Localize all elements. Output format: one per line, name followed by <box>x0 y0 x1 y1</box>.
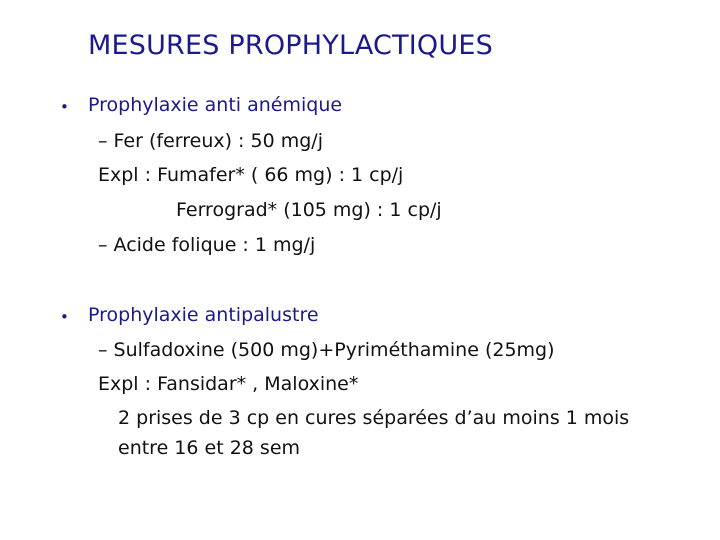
list-item: – Sulfadoxine (500 mg)+Pyriméthamine (25mg) <box>98 339 555 361</box>
list-item: Expl : Fumafer* ( 66 mg) : 1 cp/j <box>98 164 404 186</box>
list-item: – Acide folique : 1 mg/j <box>98 234 316 256</box>
section-heading: Prophylaxie anti anémique <box>88 94 343 116</box>
slide-title: MESURES PROPHYLACTIQUES <box>88 30 493 61</box>
list-item: Expl : Fansidar* , Maloxine* <box>98 373 359 395</box>
list-item: – Fer (ferreux) : 50 mg/j <box>98 130 323 152</box>
list-item: entre 16 et 28 sem <box>118 437 301 459</box>
section-heading: Prophylaxie antipalustre <box>88 304 319 326</box>
list-item: Ferrograd* (105 mg) : 1 cp/j <box>176 199 442 221</box>
list-item: 2 prises de 3 cp en cures séparées d’au moins 1 mois <box>118 407 630 429</box>
bullet-icon: • <box>60 308 69 326</box>
bullet-icon: • <box>60 98 69 116</box>
